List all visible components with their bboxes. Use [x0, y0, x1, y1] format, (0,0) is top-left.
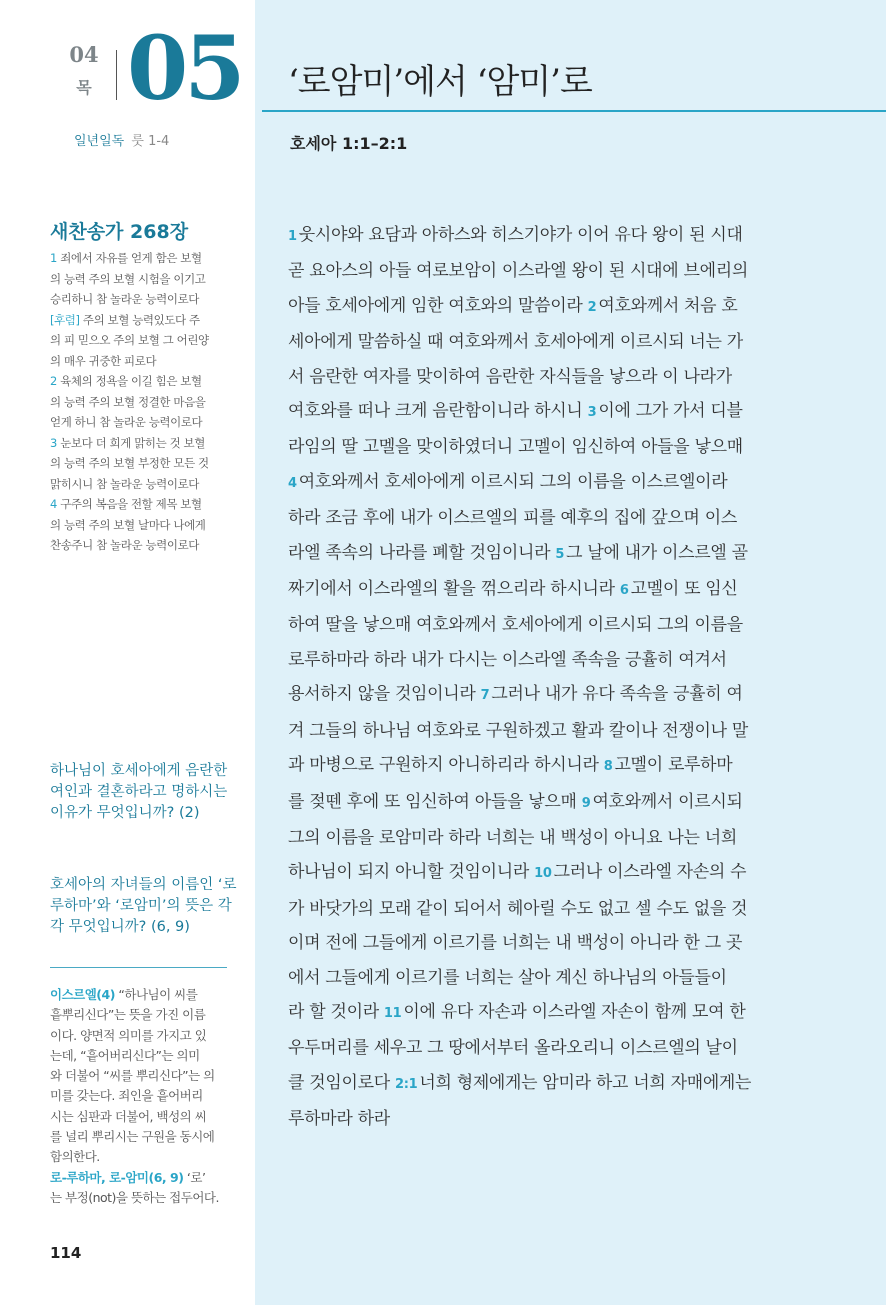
verse-text: 라 할 것이라 [288, 1001, 384, 1022]
verse-number: 7 [480, 688, 490, 704]
annual-reading [74, 130, 169, 149]
verse-text: 에서 그들에게 이르기를 너희는 살아 계신 하나님의 아들들이 [288, 967, 727, 988]
scripture-line [288, 995, 793, 1031]
title-underline [262, 110, 886, 112]
hymn-line [50, 269, 230, 290]
hymn-line [50, 248, 230, 269]
verse-number: 10 [534, 866, 552, 882]
hymn-line-text: 찬송주니 참 놀라운 능력이로다 [50, 538, 199, 552]
note-text: 함의한다. [50, 1149, 100, 1165]
note-line [50, 1188, 230, 1208]
hymn-line-text: 의 능력 주의 보혈 시험을 이기고 [50, 271, 206, 286]
date-divider [116, 50, 117, 100]
verse-text: 서 음란한 여자를 맞이하여 음란한 자식들을 낳으라 이 나라가 [288, 366, 732, 387]
scripture-line [288, 430, 793, 464]
scripture-line [288, 218, 793, 254]
verse-text: 짜기에서 이스라엘의 활을 꺾으리라 하시니라 [288, 579, 620, 600]
verse-number: 8 [603, 759, 613, 775]
verse-text: 이에 유다 자손과 이스라엘 자손이 함께 모여 한 [403, 1001, 746, 1022]
verse-text: 아들 호세아에게 임한 여호와의 말씀이라 [288, 295, 588, 316]
hymn-line-text: 얻게 하니 참 놀라운 능력이로다 [50, 415, 203, 429]
hymn-line-text: 승리하니 참 놀라운 능력이로다 [50, 292, 199, 306]
verse-text: 하나님이 되지 아니할 것임이니라 [288, 862, 535, 883]
hymn-verse-number: [후렴] [50, 312, 80, 327]
hymn-line [50, 371, 230, 392]
verse-number: 6 [619, 583, 629, 599]
verse-text: 세아에게 말씀하실 때 여호와께서 호세아에게 이르시되 너는 가 [288, 332, 743, 353]
note-text: “하나님이 씨를 [114, 987, 198, 1002]
scripture-line [288, 855, 793, 891]
question-1: 하나님이 호세아에게 음란한 여인과 결혼하라고 명하시는 이유가 무엇입니까? (2) [50, 763, 228, 821]
verse-number: 5 [555, 546, 565, 562]
verse-text: 하라 조금 후에 내가 이스르엘의 피를 예후의 집에 갚으며 이스 [288, 508, 737, 529]
note-line [50, 1005, 230, 1025]
scripture-line [288, 892, 793, 926]
hymn-line-text: 구주의 복음을 전할 제목 보혈 [60, 497, 202, 511]
scripture-line [288, 1102, 793, 1136]
scripture-line [288, 926, 793, 960]
passage-reference: 호세아 1:1–2:1 [290, 134, 408, 153]
note-text: 를 널리 뿌리시는 구원을 동시에 [50, 1129, 215, 1145]
page-number: 114 [50, 1244, 82, 1262]
verse-text: 그 날에 내가 이스르엘 골 [566, 542, 748, 563]
verse-text: 고멜이 로루하마 [614, 755, 733, 776]
annual-reading-ref: 룻 1-4 [131, 134, 170, 149]
verse-text: 로루하마라 하라 내가 다시는 이스라엘 족속을 긍휼히 여겨서 [288, 649, 727, 670]
verse-number: 1 [288, 229, 297, 244]
verse-text: 그러나 내가 유다 족속을 긍휼히 여 [491, 684, 743, 705]
hymn-line-text: 의 능력 주의 보혈 정결한 마음을 [50, 394, 206, 409]
question-2: 호세아의 자녀들의 이름인 ‘로루하마’와 ‘로암미’의 뜻은 각각 무엇입니까? (6, 9) [50, 877, 237, 935]
scripture-line [288, 1031, 793, 1065]
verse-number: 2 [587, 299, 597, 315]
hymn-lyrics [50, 248, 230, 556]
verse-number: 3 [587, 405, 597, 421]
note-text: 는데, “흩어버리신다”는 의미 [50, 1047, 200, 1063]
verse-text: 가 바닷가의 모래 같이 되어서 헤아릴 수도 없고 셀 수도 없을 것 [288, 898, 748, 919]
scripture-line [288, 501, 793, 535]
verse-text: 여호와께서 처음 호 [598, 295, 738, 316]
scripture-text [288, 218, 793, 1137]
note-line [50, 1107, 230, 1127]
scripture-line [288, 1066, 793, 1102]
verse-text: 고멜이 또 임신 [630, 579, 738, 600]
verse-number: 9 [581, 795, 591, 811]
verse-text: 여호와를 떠나 크게 음란함이니라 하시니 [288, 401, 588, 422]
hymn-line-text: 눈보다 더 희게 맑히는 것 보혈 [60, 435, 205, 450]
note-term: 이스르엘(4) [50, 987, 115, 1002]
hymn-line [50, 412, 230, 433]
verse-text: 하여 딸을 낳으매 여호와께서 호세아에게 이르시되 그의 이름을 [288, 615, 743, 636]
note-line [50, 1066, 230, 1086]
note-text: 이다. 양면적 의미를 가지고 있 [50, 1027, 207, 1043]
page-title: ‘로암미’에서 ‘암미’로 [288, 62, 592, 102]
note-text: ‘로’ [183, 1169, 206, 1185]
verse-text: 여호와께서 이르시되 [592, 791, 743, 812]
hymn-line-text: 육체의 정욕을 이길 힘은 보혈 [60, 374, 202, 388]
hymn-verse-number: 3 [50, 435, 57, 450]
note-term: 로-루하마, 로-암미(6, 9) [50, 1169, 184, 1185]
date-month-block [68, 42, 100, 98]
note-text: 시는 심판과 더불어, 백성의 씨 [50, 1108, 207, 1124]
month-number: 04 [69, 42, 99, 67]
hymn-line-text: 맑히시니 참 놀라운 능력이로다 [50, 476, 199, 491]
hymn-verse-number: 1 [50, 251, 57, 265]
scripture-line [288, 961, 793, 995]
scripture-line [288, 572, 793, 608]
verse-text: 너희 형제에게는 암미라 하고 너희 자매에게는 [419, 1072, 752, 1093]
scripture-line [288, 714, 793, 748]
hymn-title: 새찬송가 268장 [50, 221, 189, 243]
note-line [50, 1046, 230, 1066]
scripture-line [288, 677, 793, 713]
weekday: 목 [76, 78, 92, 97]
verse-text: 용서하지 않을 것임이니라 [288, 684, 481, 705]
note-text: 흩뿌리신다”는 뜻을 가진 이름 [50, 1007, 206, 1023]
scripture-line [288, 254, 793, 288]
verse-text: 그러나 이스라엘 자손의 수 [553, 862, 747, 883]
note-line [50, 1086, 230, 1106]
hymn-line [50, 392, 230, 413]
hymn-line [50, 494, 230, 515]
verse-text: 겨 그들의 하나님 여호와로 구원하겠고 활과 칼이나 전쟁이나 말 [288, 720, 749, 741]
verse-text: 라엘 족속의 나라를 폐할 것임이니라 [288, 542, 556, 563]
note-text: 는 부정(not)을 뜻하는 접두어다. [50, 1189, 219, 1205]
scripture-line [288, 465, 793, 501]
hymn-verse-number: 2 [50, 374, 57, 388]
verse-text: 를 젖뗀 후에 또 임신하여 아들을 낳으매 [288, 791, 582, 812]
word-notes [50, 985, 230, 1208]
verse-text: 루하마라 하라 [288, 1109, 390, 1130]
hymn-line [50, 289, 230, 310]
scripture-line [288, 608, 793, 642]
hymn-line-text: 의 능력 주의 보혈 부정한 모든 것 [50, 456, 209, 470]
verse-text: 여호와께서 호세아에게 이르시되 그의 이름을 이스르엘이라 [298, 471, 728, 492]
verse-number: 4 [288, 475, 297, 491]
note-line [50, 1147, 230, 1167]
verse-text: 과 마병으로 구원하지 아니하리라 하시니라 [288, 755, 604, 776]
verse-text: 웃시야와 요담과 아하스와 히스기야가 이어 유다 왕이 된 시대 [298, 225, 743, 245]
verse-number: 2:1 [394, 1076, 418, 1092]
verse-number: 11 [383, 1005, 402, 1021]
hymn-line [50, 453, 230, 474]
hymn-line [50, 330, 230, 351]
note-line [50, 1127, 230, 1147]
verse-text: 이에 그가 가서 디블 [598, 401, 743, 422]
hymn-line [50, 433, 230, 454]
notes-divider [50, 967, 227, 968]
scripture-line [288, 289, 793, 325]
hymn-verse-number: 4 [50, 497, 57, 511]
scripture-line [288, 785, 793, 821]
verse-text: 우두머리를 세우고 그 땅에서부터 올라오리니 이스르엘의 날이 [288, 1038, 738, 1059]
verse-text: 곧 요아스의 아들 여로보암이 이스라엘 왕이 된 시대에 브에리의 [288, 261, 749, 282]
annual-reading-label: 일년일독 [74, 134, 125, 149]
scripture-line [288, 748, 793, 784]
day-number: 05 [127, 16, 242, 120]
hymn-line [50, 515, 230, 536]
hymn-line [50, 535, 230, 556]
note-line [50, 1026, 230, 1046]
note-line [50, 1168, 230, 1188]
hymn-line-text: 주의 보혈 능력있도다 주 [82, 312, 200, 327]
hymn-line [50, 474, 230, 495]
verse-text: 클 것임이로다 [288, 1072, 395, 1093]
scripture-line [288, 325, 793, 359]
hymn-line-text: 의 능력 주의 보혈 날마다 나에게 [50, 517, 206, 532]
note-text: 미를 갖는다. 죄인을 흩어버리 [50, 1088, 203, 1104]
note-line [50, 985, 230, 1005]
scripture-line [288, 821, 793, 855]
hymn-line-text: 의 매우 귀중한 피로다 [50, 353, 157, 368]
hymn-line [50, 310, 230, 331]
hymn-line [50, 351, 230, 372]
verse-text: 그의 이름을 로암미라 하라 너희는 내 백성이 아니요 나는 너희 [288, 827, 737, 848]
scripture-line [288, 360, 793, 394]
verse-text: 라임의 딸 고멜을 맞이하였더니 고멜이 임신하여 아들을 낳으매 [288, 437, 743, 458]
verse-text: 이며 전에 그들에게 이르기를 너희는 내 백성이 아니라 한 그 곳 [288, 933, 743, 954]
scripture-line [288, 394, 793, 430]
hymn-line-text: 죄에서 자유를 얻게 함은 보혈 [60, 251, 202, 265]
hymn-line-text: 의 피 믿으오 주의 보혈 그 어린양 [50, 333, 209, 347]
scripture-line [288, 643, 793, 677]
scripture-line [288, 536, 793, 572]
note-text: 와 더불어 “씨를 뿌리신다”는 의 [50, 1068, 215, 1084]
